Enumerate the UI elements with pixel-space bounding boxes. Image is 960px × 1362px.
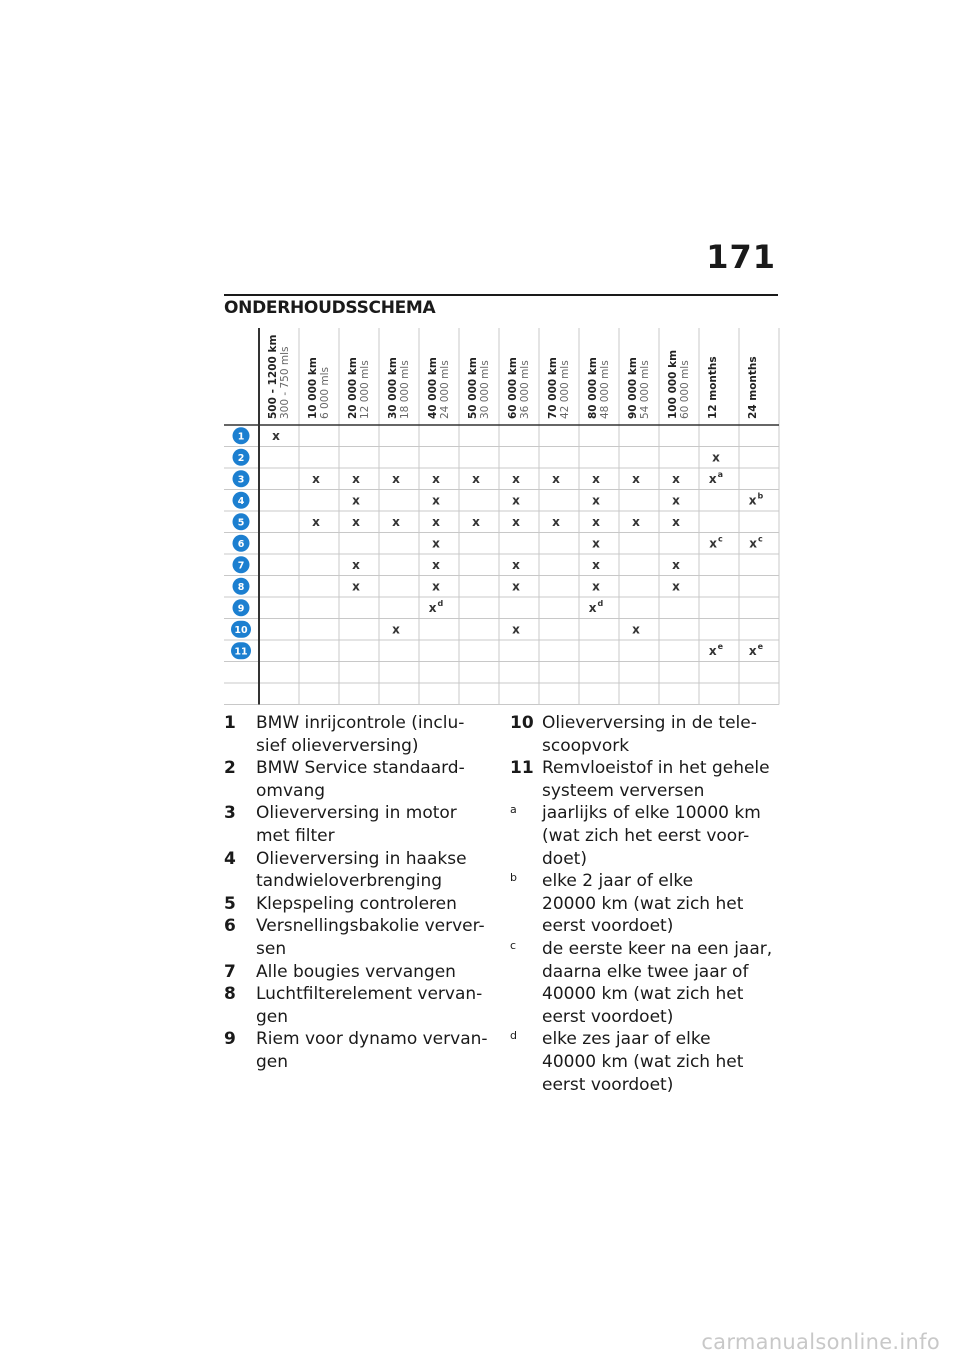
schedule-mark: x xyxy=(352,493,360,508)
legend-item xyxy=(510,712,780,757)
row-badge-number: 8 xyxy=(237,581,245,593)
schedule-mark: x xyxy=(312,514,320,529)
schedule-mark: $x^d$ xyxy=(588,598,604,615)
legend-number: 4 xyxy=(224,848,236,869)
schedule-mark: x xyxy=(552,514,560,529)
column-header-secondary: 30 000 mls xyxy=(479,360,491,419)
schedule-mark: x xyxy=(312,471,320,486)
legend-number: 8 xyxy=(224,984,236,1005)
column-header-secondary: 60 000 mls xyxy=(679,360,691,419)
legend-footnote-key: c xyxy=(510,938,517,952)
column-header xyxy=(547,357,571,419)
column-header-secondary: 300 - 750 mls xyxy=(279,346,291,419)
legend-number: 11 xyxy=(510,758,534,779)
footnote-marker: e xyxy=(717,641,724,651)
legend-item xyxy=(510,938,780,1028)
row-badge-number: 11 xyxy=(234,646,248,658)
column-header xyxy=(387,357,411,419)
legend-item xyxy=(510,802,780,870)
column-header-secondary: 54 000 mls xyxy=(639,360,651,419)
column-header xyxy=(747,356,759,419)
row-badge-number: 3 xyxy=(237,474,245,486)
footnote-marker: a xyxy=(717,469,724,479)
schedule-mark: x xyxy=(432,471,440,486)
legend-text: Riem voor dynamo vervan- gen xyxy=(256,1029,488,1072)
schedule-mark: x xyxy=(432,557,440,572)
schedule-mark: x xyxy=(632,471,640,486)
column-header-primary: 40 000 km xyxy=(427,357,439,419)
schedule-mark: x xyxy=(432,536,440,551)
column-header xyxy=(707,356,719,419)
footnote-marker: c xyxy=(718,534,723,544)
schedule-mark: $x^b$ xyxy=(748,491,764,508)
legend-footnote-key: b xyxy=(510,871,517,885)
column-header-secondary: 42 000 mls xyxy=(559,360,571,419)
schedule-mark: x xyxy=(512,622,520,637)
schedule-mark: x xyxy=(592,514,600,529)
schedule-mark: x xyxy=(512,493,520,508)
schedule-mark: x xyxy=(712,450,720,465)
legend-footnote-key: a xyxy=(510,803,517,817)
schedule-mark: x xyxy=(512,471,520,486)
schedule-mark: $x^d$ xyxy=(428,598,444,615)
schedule-mark: $x^a$ xyxy=(708,469,724,486)
legend-number: 5 xyxy=(224,893,236,914)
legend-number: 7 xyxy=(224,961,236,982)
legend-right xyxy=(510,712,780,1096)
schedule-mark: $x^c$ xyxy=(749,534,763,551)
legend-number: 1 xyxy=(224,713,236,733)
maintenance-schedule-table xyxy=(224,328,780,708)
schedule-mark: x xyxy=(352,471,360,486)
row-badge-number: 5 xyxy=(237,517,245,529)
column-header xyxy=(307,357,331,419)
column-header-primary: 60 000 km xyxy=(507,357,519,419)
schedule-mark: x xyxy=(672,579,680,594)
row-badge-number: 7 xyxy=(237,560,245,572)
schedule-mark: x xyxy=(512,514,520,529)
legend-text: Versnellingsbakolie verver- sen xyxy=(256,916,485,959)
schedule-mark: x xyxy=(472,471,480,486)
row-badge-number: 6 xyxy=(237,538,245,550)
legend-text: Klepspeling controleren xyxy=(256,893,457,914)
schedule-mark: $x^e$ xyxy=(708,641,724,658)
schedule-mark: x xyxy=(432,493,440,508)
row-badge-number: 4 xyxy=(237,495,245,507)
schedule-mark: x xyxy=(512,557,520,572)
column-header-secondary: 18 000 mls xyxy=(399,360,411,419)
footnote-marker: c xyxy=(758,534,763,544)
schedule-mark: x xyxy=(592,536,600,551)
header-rule xyxy=(224,294,778,296)
legend-text: Luchtfilterelement vervan- gen xyxy=(256,984,483,1027)
legend-text: Alle bougies vervangen xyxy=(256,961,456,982)
legend-item xyxy=(224,848,494,893)
legend-text: BMW inrijcontrole (inclu- sief olieverversing) xyxy=(256,713,465,756)
legend-item xyxy=(224,1028,494,1073)
schedule-mark: x xyxy=(592,579,600,594)
legend-item xyxy=(224,712,494,757)
column-header xyxy=(507,357,531,419)
column-header-primary: 50 000 km xyxy=(467,357,479,419)
column-header xyxy=(427,357,451,419)
footnote-marker: b xyxy=(757,491,764,501)
footnote-marker: e xyxy=(757,641,764,651)
legend-item xyxy=(224,893,494,916)
schedule-mark: x xyxy=(352,514,360,529)
schedule-mark: x xyxy=(272,428,280,443)
column-header-secondary: 12 000 mls xyxy=(359,360,371,419)
legend-item xyxy=(224,983,494,1028)
watermark: carmanualsonline.info xyxy=(701,1330,940,1354)
schedule-mark: x xyxy=(392,622,400,637)
legend-item xyxy=(510,1028,780,1096)
schedule-mark: x xyxy=(672,514,680,529)
column-header-primary: 80 000 km xyxy=(587,357,599,419)
legend-item xyxy=(224,757,494,802)
legend-text: Olieverversing in motor met filter xyxy=(256,803,457,846)
legend-text: elke 2 jaar of elke 20000 km (wat zich het eerst voordoet) xyxy=(542,871,744,937)
legend-text: elke zes jaar of elke 40000 km (wat zich het eerst voordoet) xyxy=(542,1029,744,1095)
schedule-mark: x xyxy=(672,493,680,508)
schedule-mark: x xyxy=(632,622,640,637)
column-header-primary: 100 000 km xyxy=(667,349,679,419)
footnote-marker: d xyxy=(437,598,444,608)
column-header-primary: 10 000 km xyxy=(307,357,319,419)
schedule-mark: x xyxy=(592,471,600,486)
legend-number: 3 xyxy=(224,803,236,824)
column-header-secondary: 6 000 mls xyxy=(319,366,331,419)
legend-item xyxy=(510,757,780,802)
row-badge-number: 2 xyxy=(237,452,245,464)
legend-number: 2 xyxy=(224,758,236,779)
footnote-marker: d xyxy=(597,598,604,608)
schedule-mark: x xyxy=(392,471,400,486)
legend-text: Olieverversing in de tele- scoopvork xyxy=(542,713,757,756)
column-header-primary: 70 000 km xyxy=(547,357,559,419)
page-number: 171 xyxy=(706,238,776,276)
column-header-primary: 12 months xyxy=(707,356,719,419)
schedule-mark: $x^c$ xyxy=(709,534,723,551)
legend-footnote-key: d xyxy=(510,1029,517,1043)
legend-number: 9 xyxy=(224,1029,236,1050)
legend-text: de eerste keer na een jaar, daarna elke twee jaar of 40000 km (wat zich het eerst voordoet) xyxy=(542,938,773,1027)
column-header-primary: 30 000 km xyxy=(387,357,399,419)
schedule-mark: x xyxy=(432,579,440,594)
row-badge-number: 10 xyxy=(234,624,248,636)
legend-item xyxy=(510,870,780,938)
column-header xyxy=(267,335,291,419)
schedule-mark: $x^e$ xyxy=(748,641,764,658)
schedule-mark: x xyxy=(672,471,680,486)
column-header xyxy=(347,357,371,419)
schedule-mark: x xyxy=(592,493,600,508)
schedule-mark: x xyxy=(632,514,640,529)
legend-number: 6 xyxy=(224,916,236,937)
schedule-mark: x xyxy=(432,514,440,529)
legend-left xyxy=(224,712,494,1074)
column-header xyxy=(587,357,611,419)
column-header-primary: 20 000 km xyxy=(347,357,359,419)
legend-item xyxy=(224,961,494,984)
column-header-secondary: 48 000 mls xyxy=(599,360,611,419)
column-header-secondary: 24 000 mls xyxy=(439,360,451,419)
schedule-mark: x xyxy=(352,579,360,594)
schedule-mark: x xyxy=(472,514,480,529)
column-header xyxy=(627,357,651,419)
schedule-mark: x xyxy=(552,471,560,486)
section-title: ONDERHOUDSSCHEMA xyxy=(224,298,436,318)
legend-item xyxy=(224,802,494,847)
schedule-mark: x xyxy=(512,579,520,594)
schedule-mark: x xyxy=(672,557,680,572)
column-header-primary: 500 - 1200 km xyxy=(267,334,279,419)
legend-item xyxy=(224,915,494,960)
legend-text: Remvloeistof in het gehele systeem verversen xyxy=(542,758,770,801)
legend-text: BMW Service standaard- omvang xyxy=(256,758,465,801)
schedule-mark: x xyxy=(592,557,600,572)
schedule-mark: x xyxy=(392,514,400,529)
legend-text: Olieverversing in haakse tandwieloverbrenging xyxy=(256,848,467,892)
legend-text: jaarlijks of elke 10000 km (wat zich het eerst voor- doet) xyxy=(542,803,761,869)
schedule-mark: x xyxy=(352,557,360,572)
column-header-secondary: 36 000 mls xyxy=(519,360,531,419)
column-header xyxy=(467,357,491,419)
column-header-primary: 90 000 km xyxy=(627,357,639,419)
legend-number: 10 xyxy=(510,713,534,733)
column-header-primary: 24 months xyxy=(747,356,759,419)
row-badge-number: 1 xyxy=(237,431,245,443)
row-badge-number: 9 xyxy=(237,603,245,615)
column-header xyxy=(667,350,691,419)
